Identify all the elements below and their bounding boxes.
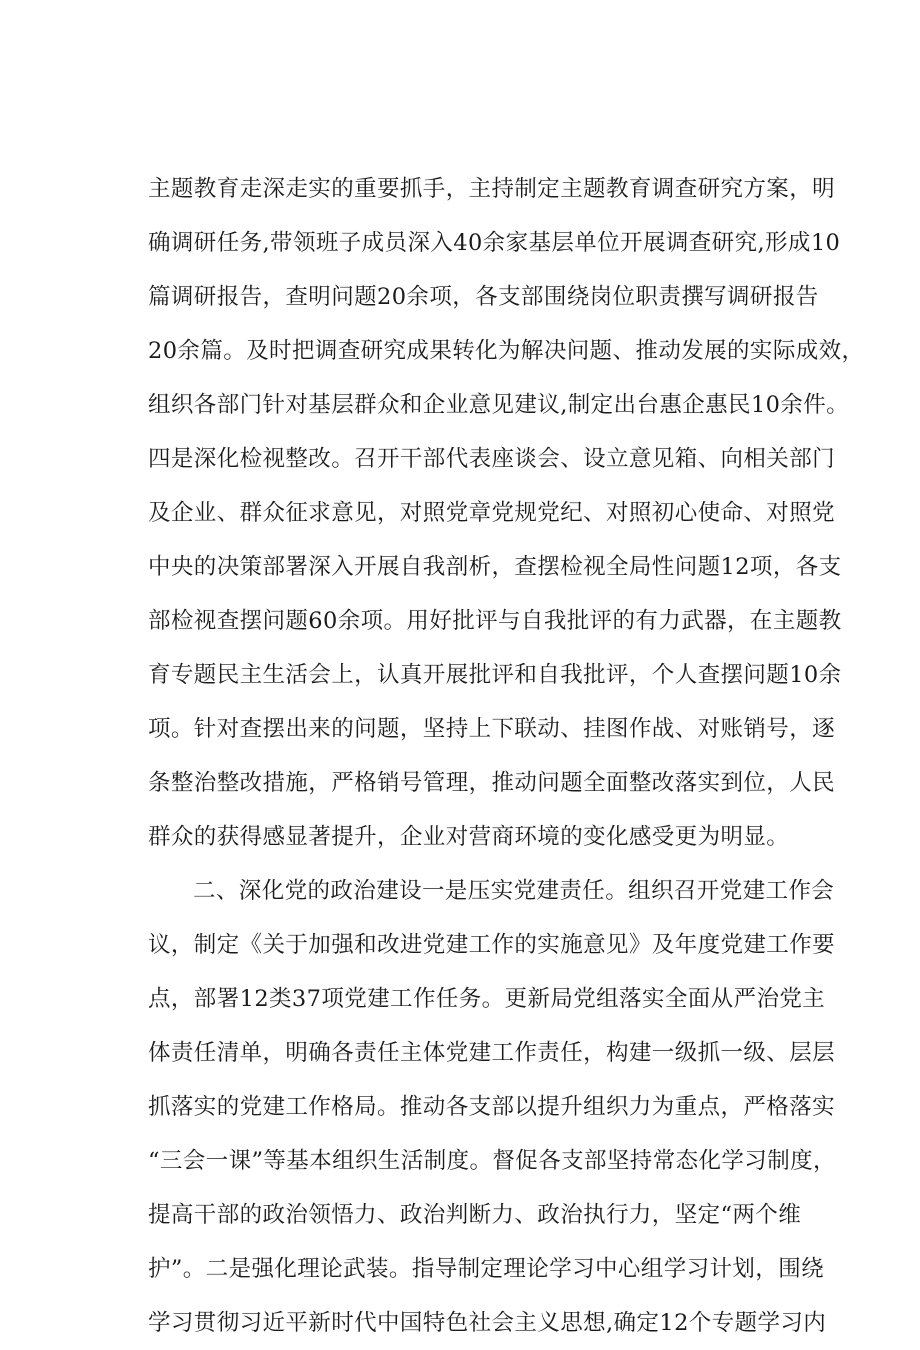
text-line: 项。针对查摆出来的问题，坚持上下联动、挂图作战、对账销号，逐 (148, 716, 836, 742)
text-line: 护”。二是强化理论武装。指导制定理论学习中心组学习计划，围绕 (148, 1256, 825, 1282)
text-line: 主题教育走深走实的重要抓手，主持制定主题教育调查研究方案，明 (148, 176, 836, 202)
text-line: “三会一课”等基本组织生活制度。督促各支部坚持常态化学习制度， (148, 1148, 836, 1174)
text-line: 20余篇。及时把调查研究成果转化为解决问题、推动发展的实际成效， (148, 338, 865, 364)
text-line: 确调研任务,带领班子成员深入40余家基层单位开展调查研究,形成10 (148, 230, 841, 256)
text-line: 条整治整改措施，严格销号管理，推动问题全面整改落实到位，人民 (148, 770, 836, 796)
text-line: 提高干部的政治领悟力、政治判断力、政治执行力，坚定“两个维 (148, 1202, 802, 1228)
text-line: 四是深化检视整改。召开干部代表座谈会、设立意见箱、向相关部门 (148, 446, 836, 472)
text-line: 部检视查摆问题60余项。用好批评与自我批评的有力武器，在主题教 (148, 608, 842, 634)
text-line: 议，制定《关于加强和改进党建工作的实施意见》及年度党建工作要 (148, 932, 836, 958)
text-line: 抓落实的党建工作格局。推动各支部以提升组织力为重点，严格落实 (148, 1094, 836, 1120)
text-line: 育专题民主生活会上，认真开展批评和自我批评，个人查摆问题10余 (148, 662, 842, 688)
text-line: 组织各部门针对基层群众和企业意见建议,制定出台惠企惠民10余件。 (148, 392, 850, 418)
text-line: 篇调研报告，查明问题20余项，各支部围绕岗位职责撰写调研报告 (148, 284, 819, 310)
text-line: 学习贯彻习近平新时代中国特色社会主义思想,确定12个专题学习内 (148, 1310, 827, 1336)
text-line: 二、深化党的政治建设一是压实党建责任。组织召开党建工作会 (193, 878, 835, 904)
text-line: 点，部署12类37项党建工作任务。更新局党组落实全面从严治党主 (148, 986, 826, 1012)
text-line: 中央的决策部署深入开展自我剖析，查摆检视全局性问题12项，各支 (148, 554, 842, 580)
text-line: 及企业、群众征求意见，对照党章党规党纪、对照初心使命、对照党 (148, 500, 836, 526)
text-line: 体责任清单，明确各责任主体党建工作责任，构建一级抓一级、层层 (148, 1040, 836, 1066)
body-text (148, 162, 865, 1350)
text-line: 群众的获得感显著提升，企业对营商环境的变化感受更为明显。 (148, 824, 790, 850)
